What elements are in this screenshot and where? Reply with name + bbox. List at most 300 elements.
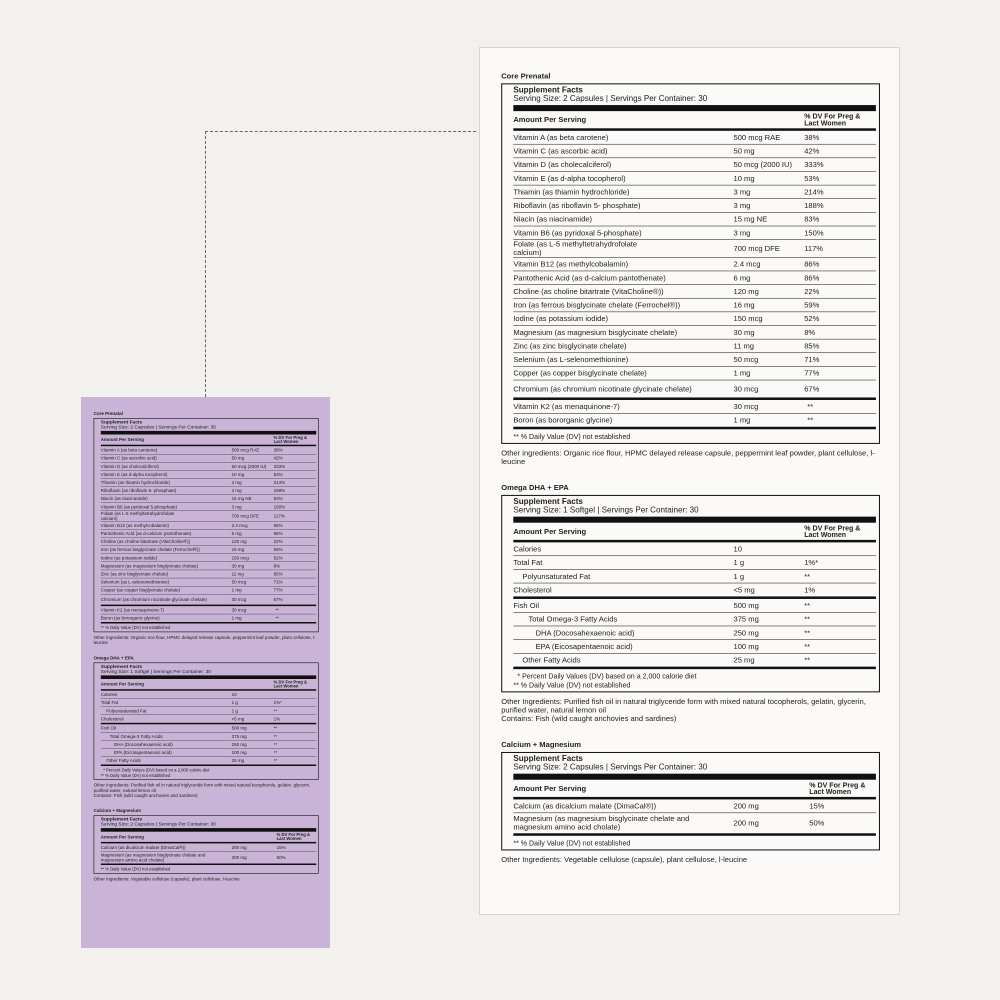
nutrient-name: Selenium (as L-selenomethionine) (513, 355, 629, 364)
nutrient-name: Other Fatty Acids (522, 655, 581, 665)
table-row (101, 479, 316, 487)
table-row (101, 843, 316, 851)
table-row (513, 213, 876, 227)
nutrient-name: Cholesterol (513, 585, 552, 595)
label-thumbnail[interactable] (81, 397, 330, 948)
dv-cell: 86% (804, 259, 820, 269)
amount-cell: 200 mg (733, 801, 759, 811)
dv-cell: 67% (804, 384, 820, 394)
amount-cell: 30 mcg (231, 596, 247, 603)
table-row (513, 380, 876, 400)
dv-cell: 1%* (804, 558, 819, 567)
amount-cell: 50 mcg (733, 355, 759, 364)
table-row (513, 185, 876, 199)
amount-cell: 3 mg (733, 187, 751, 197)
allergen-contains: Contains: Fish (wild caught anchovies and sardines) (93, 793, 198, 799)
amount-cell: 150 mcg (733, 314, 763, 323)
nutrient-name: Niacin (as niacinamide) (100, 496, 148, 502)
table-row (513, 312, 876, 326)
dv-cell: 150% (804, 228, 824, 238)
nutrient-name: Calories (513, 544, 542, 554)
nutrient-name: Vitamin E (as d-alpha tocopherol) (513, 173, 626, 183)
zoom-connector-line (205, 131, 476, 397)
dv-cell: 8% (273, 563, 281, 569)
table-row (513, 599, 876, 613)
amount-cell: 150 mcg (231, 555, 249, 561)
amount-cell: 200 mg (231, 844, 247, 850)
footnote: ** % Daily Value (DV) not established (100, 625, 171, 631)
other-ingredients: Other Ingredients: Purified fish oil in natural triglyceride form with mixed natural tocopherols, gelatin, glycerin, purified water, natural lemon oil (93, 782, 311, 793)
amount-cell: 500 mg (231, 725, 247, 731)
nutrient-name: DHA (Docosahexaenoic acid) (535, 628, 635, 638)
amount-cell: 500 mcg RAE (231, 447, 260, 453)
table-row (101, 578, 316, 586)
dv-cell: 15% (809, 801, 825, 811)
supplement-facts-box (94, 663, 319, 780)
amount-cell: 250 mg (231, 741, 247, 747)
dv-cell: 8% (804, 328, 816, 337)
dv-cell: 85% (804, 341, 820, 351)
amount-cell: 1 mg (733, 368, 751, 378)
footnotes (513, 669, 876, 691)
section-title: Omega DHA + EPA (501, 483, 569, 492)
nutrient-name: Vitamin B12 (as methylcobalamin) (513, 259, 629, 269)
table-header (101, 832, 316, 844)
amount-cell: 700 mcg DFE (231, 513, 260, 519)
nutrient-name: Riboflavin (as riboflavin 5- phosphate) (513, 201, 641, 210)
table-row (513, 613, 876, 627)
nutrient-name: Fish Oil (100, 725, 117, 731)
amount-cell: 25 mg (231, 758, 245, 764)
table-row (513, 131, 876, 145)
dv-cell: 333% (273, 463, 286, 469)
dv-cell: 117% (804, 244, 824, 253)
dv-cell: 150% (273, 504, 286, 510)
nutrient-name: Total Fat (513, 558, 543, 567)
table-row (513, 626, 876, 640)
table-row (101, 691, 316, 699)
dv-cell: ** (275, 615, 279, 621)
nutrient-name: Vitamin C (as ascorbic acid) (513, 146, 608, 156)
amount-cell: 3 mg (733, 228, 751, 238)
dv-cell: ** (804, 614, 811, 624)
nutrient-name: Calories (100, 692, 118, 698)
dv-cell: 77% (273, 587, 283, 593)
table-row (101, 546, 316, 554)
section-omega (501, 483, 880, 723)
dv-cell: ** (807, 402, 814, 411)
nutrient-name: Vitamin B12 (as methylcobalamin) (100, 522, 169, 528)
dv-cell: ** (275, 607, 279, 613)
amount-cell: 50 mcg (2000 IU) (231, 463, 267, 469)
nutrient-name: Total Omega-3 Fatty Acids (109, 733, 163, 739)
other-ingredients: Other ingredients: Organic rice flour, HPMC delayed release capsule, peppermint leaf powder, plant cellulose, l-leucine (93, 635, 316, 646)
footnotes (101, 766, 316, 779)
dv-cell: 59% (273, 547, 283, 553)
amount-cell: 3 mg (231, 504, 242, 510)
dv-cell: 53% (804, 173, 820, 183)
facts-title: Supplement Facts (513, 754, 583, 764)
table-row (513, 653, 876, 669)
nutrient-name: Vitamin B6 (as pyridoxal 5-phosphate) (513, 228, 642, 238)
amount-cell: 3 mg (231, 488, 242, 494)
amount-cell: 1 mg (733, 415, 751, 425)
table-row (101, 554, 316, 562)
table-row (101, 724, 316, 732)
facts-title: Supplement Facts (513, 497, 583, 507)
nutrient-name: Folate (as L-5 methyltetrahydrofolate calcium) (513, 239, 638, 258)
amount-cell: 50 mcg (2000 IU) (733, 160, 793, 169)
dv-cell: ** (273, 708, 278, 714)
table-row (513, 400, 876, 414)
dv-cell: 86% (804, 273, 820, 283)
nutrient-name: Other Fatty Acids (106, 758, 141, 764)
nutrient-name: Vitamin B6 (as pyridoxal 5-phosphate) (100, 504, 178, 510)
amount-cell: 120 mg (231, 539, 247, 545)
nutrient-name: Polyunsaturated Fat (522, 571, 591, 581)
dv-cell: 42% (273, 455, 283, 461)
table-row (101, 586, 316, 594)
facts-title: Supplement Facts (100, 664, 143, 670)
amount-cell: 100 mg (733, 642, 759, 651)
nutrient-name: Choline (as choline bitartrate (VitaCholine®)) (513, 287, 664, 296)
supplement-facts-box (501, 752, 880, 850)
dv-cell: ** (804, 601, 811, 610)
facts-title: Supplement Facts (100, 419, 143, 425)
nutrient-name: Amount Per Serving (513, 784, 587, 793)
amount-cell: 10 (733, 544, 742, 554)
serving-info: Serving Size: 1 Softgel | Servings Per Container: 30 (100, 669, 211, 675)
amount-cell: 3 mg (231, 479, 242, 486)
footnote: * Percent Daily Values (DV) based on a 2,000 calorie diet (103, 767, 210, 773)
table-row (513, 172, 876, 186)
other-ingredients: Other Ingredients: Vegetable cellulose (capsule), plant cellulose, l-leucine (501, 855, 748, 865)
serving-info: Serving Size: 2 Capsules | Servings Per Container: 30 (513, 763, 708, 772)
nutrient-name: Boron (as bororganic glycine) (513, 415, 613, 425)
table-row (101, 471, 316, 479)
amount-cell: 1 g (733, 571, 745, 581)
table-row (101, 707, 316, 715)
amount-cell: 375 mg (733, 614, 759, 624)
dv-cell: 42% (804, 146, 820, 156)
nutrient-name: Niacin (as niacinamide) (513, 214, 593, 224)
nutrient-name: Calcium (as dicalcium malate (DimaCal®)) (513, 801, 657, 811)
table-row (513, 799, 876, 813)
nutrient-name: Iron (as ferrous bisglycinate chelate (Ferrochel®)) (513, 300, 681, 310)
amount-cell: 11 mg (733, 341, 755, 351)
dv-cell: 71% (273, 579, 283, 585)
footnote: ** % Daily Value (DV) not established (100, 866, 171, 872)
amount-cell: 10 mg (733, 173, 755, 183)
dv-cell: 1% (273, 716, 281, 722)
dv-cell: 83% (273, 496, 283, 502)
table-row (513, 226, 876, 240)
dv-cell: 85% (273, 571, 283, 577)
dv-cell: % DV For Preg & Lact Women (273, 679, 307, 689)
dv-cell: % DV For Preg & Lact Women (804, 523, 861, 539)
table-row (513, 339, 876, 353)
amount-cell: 15 mg NE (231, 496, 252, 502)
amount-cell: 30 mg (733, 328, 755, 337)
dv-cell: 188% (804, 201, 824, 210)
table-row (101, 446, 316, 454)
section-core-prenatal (94, 411, 319, 645)
dv-cell: 50% (809, 818, 825, 828)
nutrient-name: Boron (as bororganic glycine) (100, 615, 160, 621)
table-row (513, 271, 876, 285)
nutrient-name: Folate (as L-5 methyltetrahydrofolate calcium) (100, 511, 175, 522)
other-ingredients: Other Ingredients: Purified fish oil in natural triglyceride form with mixed natural tocopherols, gelatin, glycerin, purified water, natural lemon oil (501, 697, 866, 715)
section-calcium-magnesium (94, 808, 319, 882)
table-row (513, 285, 876, 299)
nutrient-name: Pantothenic Acid (as d-calcium pantothenate) (100, 530, 192, 537)
other-ingredients: Other Ingredients: Vegetable cellulose (capsule), plant cellulose, l-leucine (93, 876, 240, 882)
amount-cell: 16 mg (231, 547, 245, 553)
amount-cell: 1 g (231, 708, 238, 714)
nutrient-name: Iron (as ferrous bisglycinate chelate (Ferrochel®)) (100, 547, 200, 553)
supplement-facts-box (94, 815, 319, 874)
table-row (101, 522, 316, 530)
nutrient-name: Vitamin C (as ascorbic acid) (100, 455, 157, 461)
nutrient-name: EPA (Eicosapentaenoic acid) (114, 749, 172, 756)
amount-cell: 1 g (231, 700, 238, 706)
nutrient-name: DHA (Docosahexaenoic acid) (114, 741, 173, 747)
nutrient-name: Vitamin D (as cholecalciferol) (100, 463, 159, 469)
amount-cell: 11 mg (231, 571, 244, 577)
dv-cell: 214% (804, 187, 824, 197)
table-row (513, 353, 876, 367)
nutrient-name: Magnesium (as magnesium bisglycinate chelate and magnesium amino acid cholate) (513, 814, 690, 832)
section-omega (94, 656, 319, 799)
amount-cell: 120 mg (733, 287, 759, 296)
nutrient-name: Total Fat (100, 700, 119, 706)
nutrient-name: Vitamin A (as beta carotene) (513, 133, 609, 142)
allergen-contains: Contains: Fish (wild caught anchovies and sardines) (501, 714, 677, 724)
nutrient-name: Copper (as copper bisglycinate chelate) (513, 368, 647, 378)
amount-cell: 100 mg (231, 749, 247, 756)
table-row (101, 570, 316, 578)
dv-cell: ** (273, 741, 278, 747)
nutrient-name: Magnesium (as magnesium bisglycinate chelate and magnesium amino acid cholate) (100, 852, 206, 863)
table-row (101, 749, 316, 757)
supplement-facts-box (501, 83, 880, 444)
table-row (513, 556, 876, 570)
footnote: ** % Daily Value (DV) not established (513, 680, 631, 689)
table-row (513, 414, 876, 430)
amount-cell: 6 mg (231, 530, 242, 537)
table-row (101, 741, 316, 749)
table-row (101, 699, 316, 707)
dv-cell: ** (804, 628, 811, 638)
dv-cell: 214% (273, 479, 286, 486)
nutrient-name: Copper (as copper bisglycinate chelate) (100, 587, 181, 593)
amount-cell: 30 mg (231, 563, 245, 569)
table-row (513, 583, 876, 599)
table-row (101, 530, 316, 538)
nutrient-name: Amount Per Serving (513, 526, 587, 536)
amount-cell: 3 mg (733, 201, 751, 210)
nutrient-name: Magnesium (as magnesium bisglycinate chelate) (513, 328, 678, 337)
table-row (101, 732, 316, 740)
table-row (513, 199, 876, 213)
amount-cell: 50 mg (733, 146, 755, 156)
dv-cell: ** (273, 758, 278, 764)
dv-cell: 22% (804, 287, 820, 296)
nutrient-name: Chromium (as chromium nicotinate glycinate chelate) (100, 596, 207, 603)
section-title: Core Prenatal (93, 411, 123, 417)
facts-title: Supplement Facts (513, 85, 583, 95)
nutrient-name: Vitamin K2 (as menaquinone-7) (100, 607, 165, 613)
supplement-facts-box (94, 418, 319, 632)
table-row (101, 495, 316, 503)
amount-cell: 200 mg (733, 818, 759, 828)
nutrient-name: Amount Per Serving (100, 437, 145, 443)
nutrient-name: Vitamin E (as d-alpha tocopherol) (100, 471, 168, 477)
table-row (101, 511, 316, 522)
table-row (513, 367, 876, 381)
dv-cell: ** (273, 733, 278, 739)
dv-cell: 67% (273, 596, 283, 603)
nutrient-name: Vitamin D (as cholecalciferol) (513, 160, 612, 169)
amount-cell: 25 mg (733, 655, 755, 665)
facts-title: Supplement Facts (100, 816, 143, 822)
nutrient-name: Amount Per Serving (513, 115, 587, 125)
table-row (513, 240, 876, 258)
dv-cell: ** (804, 571, 811, 581)
dv-cell: ** (804, 642, 811, 651)
table-row (513, 813, 876, 836)
section-title: Calcium + Magnesium (93, 808, 141, 814)
dv-cell: 83% (804, 214, 820, 224)
nutrient-name: Zinc (as zinc bisglycinate chelate) (513, 341, 627, 351)
dv-cell: 15% (276, 844, 286, 850)
serving-info: Serving Size: 1 Softgel | Servings Per Container: 30 (513, 506, 699, 515)
section-core-prenatal (501, 72, 880, 466)
amount-cell: 30 mcg (231, 607, 247, 613)
table-header (101, 679, 316, 691)
serving-info: Serving Size: 2 Capsules | Servings Per Container: 30 (100, 424, 216, 430)
amount-cell: 500 mcg RAE (733, 133, 781, 142)
section-calcium-magnesium (501, 740, 880, 864)
dv-cell: 38% (804, 133, 820, 142)
nutrient-name: Amount Per Serving (100, 681, 145, 687)
nutrient-name: Magnesium (as magnesium bisglycinate chelate) (100, 563, 199, 569)
table-header (513, 111, 876, 131)
serving-info: Serving Size: 2 Capsules | Servings Per Container: 30 (100, 821, 216, 827)
amount-cell: 375 mg (231, 733, 247, 739)
dv-cell: 86% (273, 522, 283, 528)
serving-info: Serving Size: 2 Capsules | Servings Per Container: 30 (513, 94, 708, 104)
nutrient-name: Iodine (as potassium iodide) (513, 314, 609, 323)
supplement-facts-box (501, 495, 880, 692)
section-title: Omega DHA + EPA (93, 655, 134, 661)
nutrient-name: Cholesterol (100, 716, 124, 722)
table-row (101, 715, 316, 724)
dv-cell: % DV For Preg & Lact Women (804, 112, 861, 127)
nutrient-name: Thiamin (as thiamin hydrochloride) (513, 187, 630, 197)
table-row (101, 852, 316, 866)
dv-cell: 50% (276, 854, 286, 861)
table-row (513, 326, 876, 340)
dv-cell: 52% (273, 555, 283, 561)
amount-cell: 10 mg (231, 471, 245, 477)
amount-cell: 1 g (733, 558, 745, 567)
nutrient-name: Vitamin K2 (as menaquinone-7) (513, 402, 620, 411)
table-header (513, 780, 876, 800)
table-row (513, 158, 876, 172)
nutrient-name: EPA (Eicosapentaenoic acid) (535, 642, 633, 651)
nutrient-name: Vitamin A (as beta carotene) (100, 447, 158, 453)
section-title: Calcium + Magnesium (501, 740, 581, 749)
table-row (101, 562, 316, 570)
nutrient-name: Zinc (as zinc bisglycinate chelate) (100, 571, 169, 577)
nutrient-name: Thiamin (as thiamin hydrochloride) (100, 479, 170, 486)
table-header (513, 523, 876, 543)
table-row (513, 570, 876, 584)
footnote: ** % Daily Value (DV) not established (100, 772, 171, 778)
amount-cell: <5 mg (733, 585, 755, 595)
nutrient-name: Calcium (as dicalcium malate (DimaCal®)) (100, 844, 186, 850)
table-row (101, 614, 316, 623)
section-title: Core Prenatal (501, 71, 551, 81)
dv-cell: ** (807, 415, 814, 425)
dv-cell: 1%* (273, 700, 282, 706)
amount-cell: 10 (231, 692, 237, 698)
amount-cell: 30 mcg (733, 384, 759, 394)
table-row (513, 144, 876, 158)
dv-cell: 59% (804, 300, 820, 310)
amount-cell: 250 mg (733, 628, 759, 638)
nutrient-name: Polyunsaturated Fat (106, 708, 147, 714)
amount-cell: 200 mg (231, 854, 247, 861)
dv-cell: ** (273, 749, 278, 756)
dv-cell: % DV For Preg & Lact Women (276, 832, 310, 841)
table-row (513, 640, 876, 654)
dv-cell: 38% (273, 447, 283, 453)
footnote: * Percent Daily Values (DV) based on a 2,000 calorie diet (517, 672, 697, 681)
table-row (101, 606, 316, 614)
dv-cell: 117% (273, 513, 285, 519)
supplement-label (81, 397, 330, 882)
table-header (101, 435, 316, 447)
amount-cell: 2.4 mcg (231, 522, 248, 528)
dv-cell: % DV For Preg & Lact Women (809, 780, 866, 796)
dv-cell: 1% (804, 585, 816, 595)
amount-cell: 700 mcg DFE (733, 244, 780, 253)
table-row (513, 258, 876, 272)
dv-cell: 86% (273, 530, 283, 537)
dv-cell: ** (273, 725, 278, 731)
nutrient-name: Riboflavin (as riboflavin 5- phosphate) (100, 488, 177, 494)
table-row (101, 538, 316, 546)
nutrient-name: Total Omega-3 Fatty Acids (528, 614, 618, 624)
footnote: ** % Daily Value (DV) not established (513, 432, 631, 441)
table-row (101, 487, 316, 495)
dv-cell: % DV For Preg & Lact Women (273, 435, 307, 444)
nutrient-name: Amount Per Serving (100, 834, 145, 840)
dv-cell: 333% (804, 160, 824, 169)
dv-cell: 53% (273, 471, 283, 477)
nutrient-name: Iodine (as potassium iodide) (100, 555, 158, 561)
footnote: ** % Daily Value (DV) not established (513, 838, 631, 847)
nutrient-name: Selenium (as L-selenomethionine) (100, 579, 170, 585)
amount-cell: <5 mg (231, 716, 245, 722)
table-row (101, 757, 316, 766)
table-row (101, 503, 316, 511)
table-row (513, 542, 876, 556)
nutrient-name: Choline (as choline bitartrate (VitaCholine®)) (100, 539, 191, 545)
label-zoom-panel (479, 47, 900, 915)
